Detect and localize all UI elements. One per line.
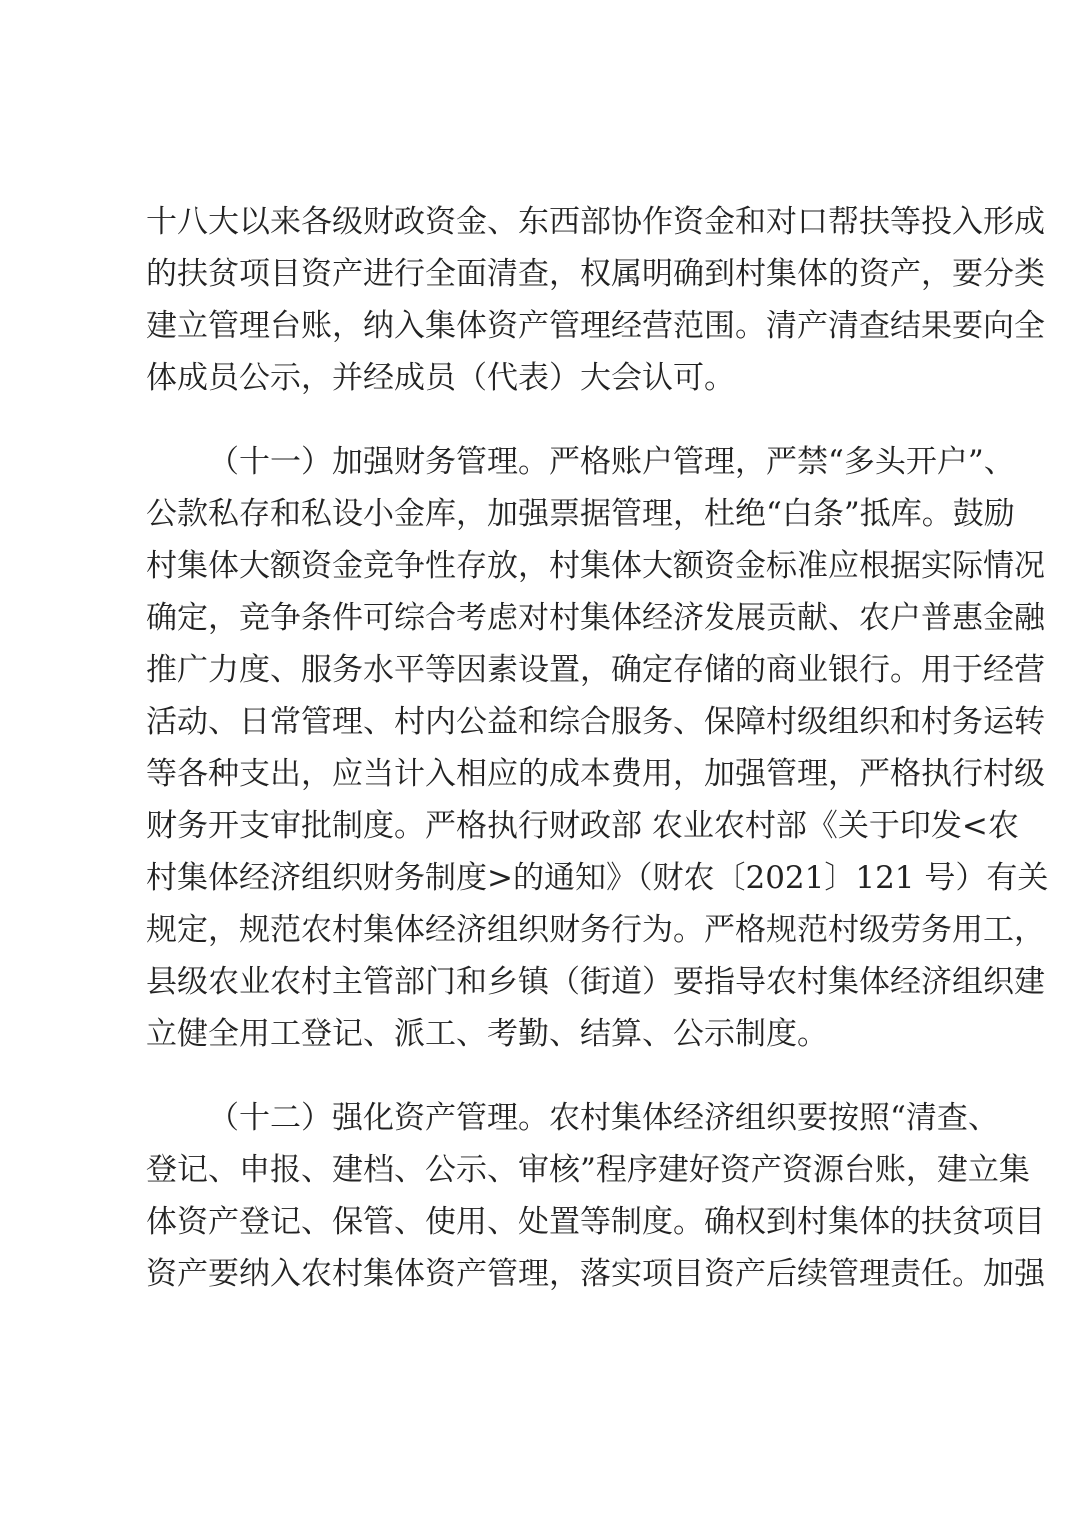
paragraph-line: 村集体经济组织财务制度>的通知》（财农〔2021〕121 号）有关 <box>146 860 1049 896</box>
paragraph-asset-clearance <box>146 196 1045 404</box>
paragraph-line: 登记、申报、建档、公示、审核”程序建好资产资源台账，建立集 <box>146 1152 1030 1188</box>
paragraph-asset-management <box>146 1092 1045 1300</box>
paragraph-spacer <box>146 404 942 436</box>
paragraph-line: 推广力度、服务水平等因素设置，确定存储的商业银行。用于经营 <box>146 652 1045 688</box>
paragraph-line: 资产要纳入农村集体资产管理，落实项目资产后续管理责任。加强 <box>146 1256 1045 1292</box>
paragraph-line: 立健全用工登记、派工、考勤、结算、公示制度。 <box>146 1016 828 1052</box>
paragraph-line: （十二）强化资产管理。农村集体经济组织要按照“清查、 <box>208 1100 999 1136</box>
paragraph-spacer <box>146 1060 942 1092</box>
paragraph-line: 体成员公示，并经成员（代表）大会认可。 <box>146 360 735 396</box>
paragraph-line: 确定，竞争条件可综合考虑对村集体经济发展贡献、农户普惠金融 <box>146 600 1045 636</box>
paragraph-financial-management <box>146 436 1049 1060</box>
paragraph-line: 等各种支出，应当计入相应的成本费用，加强管理，严格执行村级 <box>146 756 1045 792</box>
paragraph-line: 规定，规范农村集体经济组织财务行为。严格规范村级劳务用工， <box>146 912 1045 948</box>
paragraph-line: 县级农业农村主管部门和乡镇（街道）要指导农村集体经济组织建 <box>146 964 1045 1000</box>
paragraph-line: （十一）加强财务管理。严格账户管理，严禁“多头开户”、 <box>208 444 1015 480</box>
paragraph-line: 体资产登记、保管、使用、处置等制度。确权到村集体的扶贫项目 <box>146 1204 1045 1240</box>
paragraph-line: 建立管理台账，纳入集体资产管理经营范围。清产清查结果要向全 <box>146 308 1045 344</box>
paragraph-line: 的扶贫项目资产进行全面清查，权属明确到村集体的资产，要分类 <box>146 256 1045 292</box>
paragraph-line: 活动、日常管理、村内公益和综合服务、保障村级组织和村务运转 <box>146 704 1045 740</box>
paragraph-line: 公款私存和私设小金库，加强票据管理，杜绝“白条”抵库。鼓励 <box>146 496 1015 532</box>
document-body <box>146 196 1049 1300</box>
paragraph-line: 村集体大额资金竞争性存放，村集体大额资金标准应根据实际情况 <box>146 548 1045 584</box>
paragraph-line: 十八大以来各级财政资金、东西部协作资金和对口帮扶等投入形成 <box>146 204 1045 240</box>
paragraph-line: 财务开支审批制度。严格执行财政部 农业农村部《关于印发<农 <box>146 808 1019 844</box>
